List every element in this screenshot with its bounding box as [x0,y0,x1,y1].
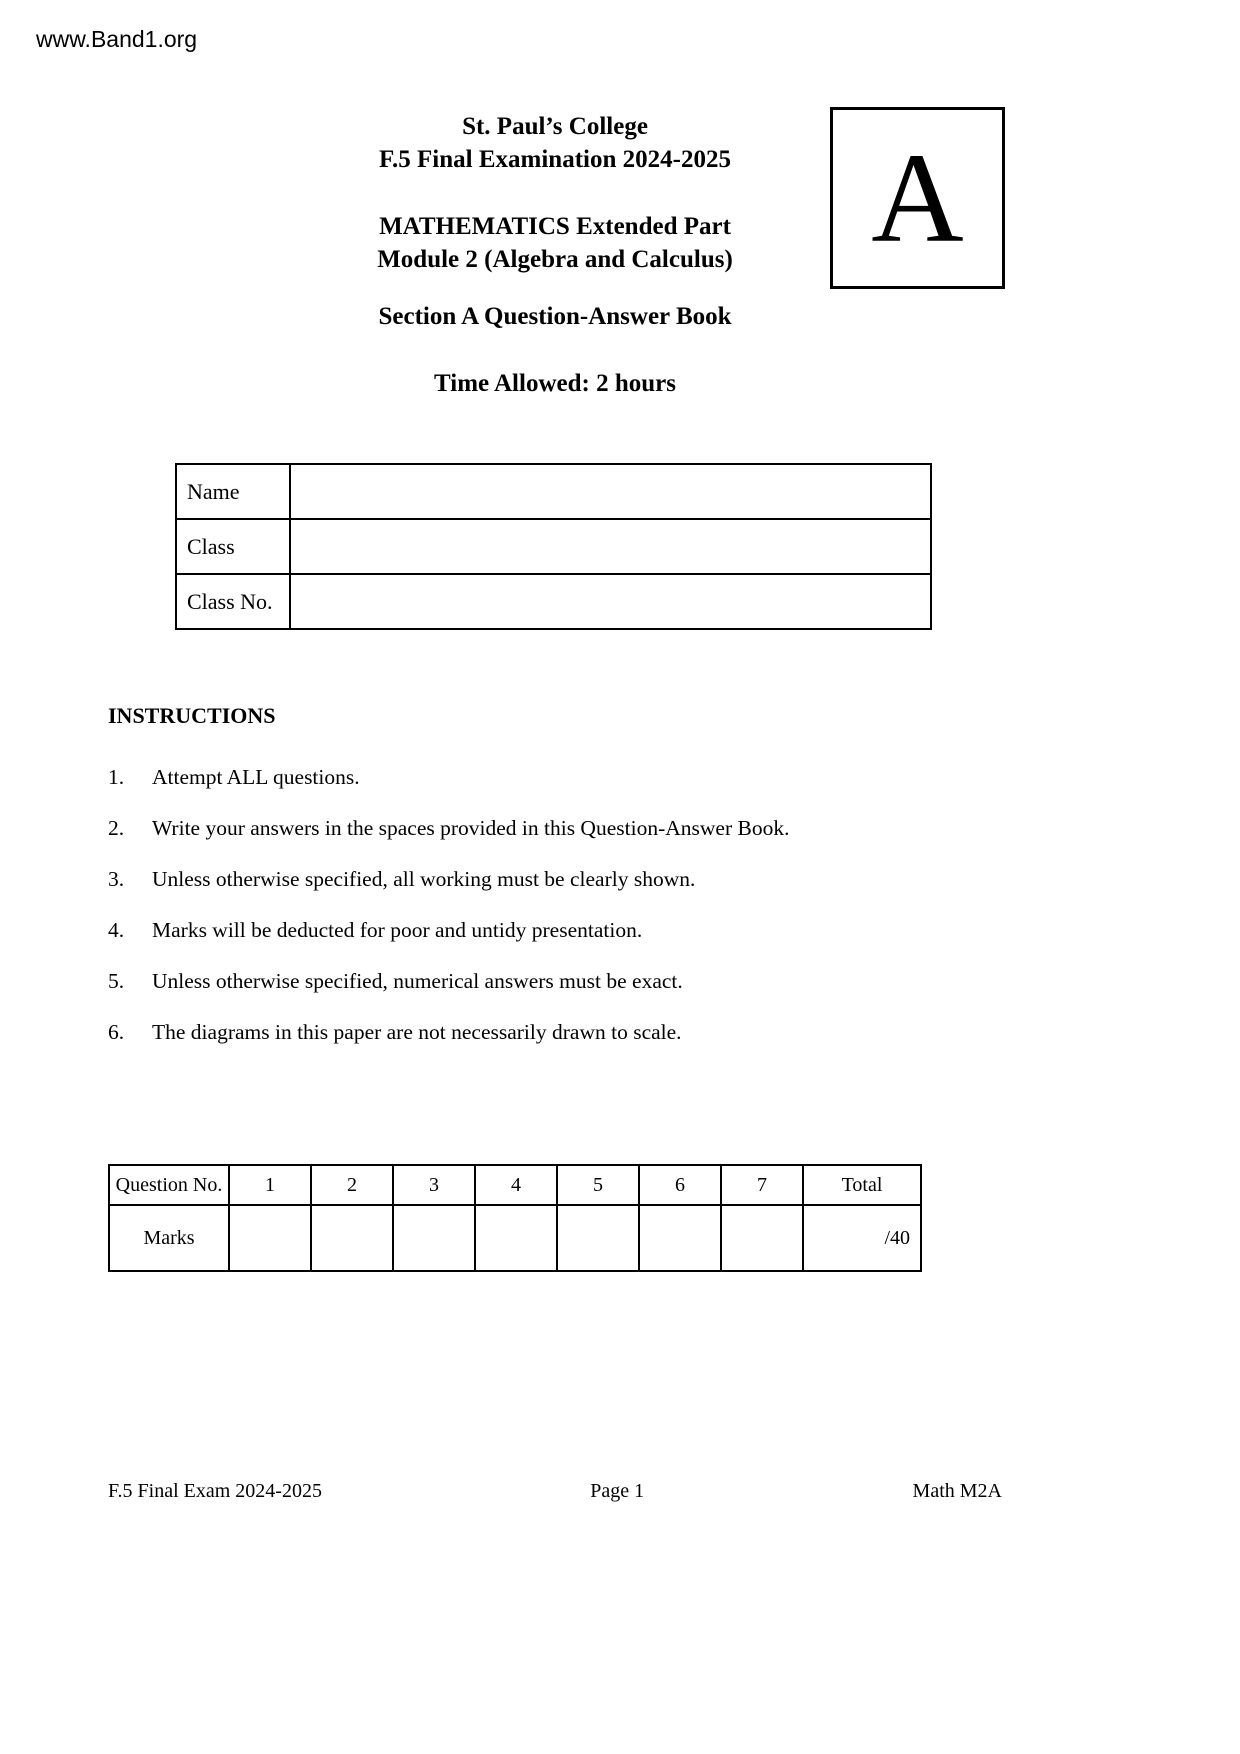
instruction-item [108,918,1028,942]
instruction-item [108,1020,1028,1044]
footer-right: Math M2A [912,1480,1002,1502]
marks-cell [393,1205,475,1271]
instruction-text: The diagrams in this paper are not necessarily drawn to scale. [152,1020,682,1044]
instructions-section [108,703,1028,1071]
footer-page-number: Page 1 [590,1480,645,1502]
student-info-table [175,463,932,630]
subject-line-2: Module 2 (Algebra and Calculus) [377,246,733,273]
instruction-item [108,765,1028,789]
marks-table-marks-row [109,1205,921,1271]
marks-header-cell: 7 [721,1165,803,1205]
name-label: Name [176,464,290,519]
marks-table-header-row [109,1165,921,1205]
paper-letter-box [830,107,1005,289]
instruction-number: 6. [108,1020,125,1044]
marks-cell [475,1205,557,1271]
class-field [290,519,931,574]
total-marks-cell: /40 [803,1205,921,1271]
footer-left: F.5 Final Exam 2024-2025 [108,1480,322,1502]
instructions-title: INSTRUCTIONS [108,703,276,728]
subject-line-1: MATHEMATICS Extended Part [379,213,731,240]
instruction-text: Attempt ALL questions. [152,765,360,789]
class-label: Class [176,519,290,574]
instruction-number: 4. [108,918,125,942]
instruction-item [108,816,1028,840]
instruction-number: 3. [108,867,125,891]
instruction-text: Unless otherwise specified, all working must be clearly shown. [152,867,696,891]
marks-header-cell: 4 [475,1165,557,1205]
exam-title: F.5 Final Examination 2024-2025 [379,146,731,173]
table-row [176,574,931,629]
instruction-number: 2. [108,816,125,840]
instruction-item [108,969,1028,993]
time-allowed: Time Allowed: 2 hours [434,370,676,397]
marks-header-cell: 3 [393,1165,475,1205]
paper-letter: A [871,127,964,269]
class-no-field [290,574,931,629]
marks-header-cell: 2 [311,1165,393,1205]
watermark: www.Band1.org [36,26,198,52]
name-field [290,464,931,519]
marks-cell [721,1205,803,1271]
section-title: Section A Question-Answer Book [378,303,732,330]
marks-header-cell: 5 [557,1165,639,1205]
page-footer [108,1480,1002,1503]
table-row [176,464,931,519]
table-row [176,519,931,574]
marks-header-cell: 6 [639,1165,721,1205]
marks-header-cell: Question No. [109,1165,229,1205]
instruction-text: Write your answers in the spaces provided in this Question-Answer Book. [152,816,790,840]
marks-cell [229,1205,311,1271]
instruction-item [108,867,1028,891]
marks-cell [639,1205,721,1271]
marks-header-cell: Total [803,1165,921,1205]
marks-label: Marks [109,1205,229,1271]
marks-header-cell: 1 [229,1165,311,1205]
instruction-number: 5. [108,969,125,993]
class-no-label: Class No. [176,574,290,629]
instruction-text: Unless otherwise specified, numerical answers must be exact. [152,969,683,993]
marks-cell [557,1205,639,1271]
marks-table [108,1164,922,1272]
instruction-text: Marks will be deducted for poor and untidy presentation. [152,918,643,942]
school-name: St. Paul’s College [462,113,648,140]
marks-cell [311,1205,393,1271]
instruction-number: 1. [108,765,125,789]
